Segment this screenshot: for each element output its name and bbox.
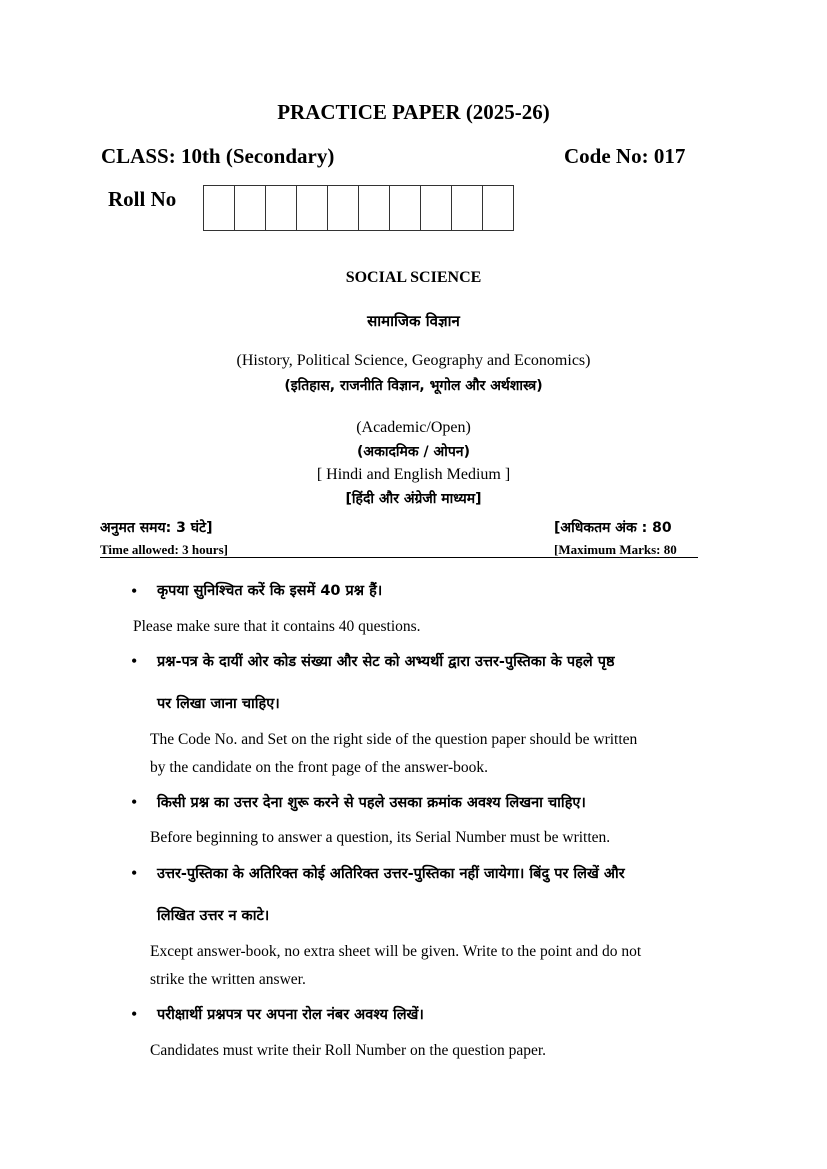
roll-no-box[interactable]	[265, 185, 297, 231]
paper-title: PRACTICE PAPER (2025-26)	[277, 100, 550, 124]
instruction-5-hindi: परीक्षार्थी प्रश्नपत्र पर अपना रोल नंबर अवश्य लिखें।	[157, 1007, 424, 1023]
max-marks-hindi: [अधिकतम अंक : 80	[554, 520, 672, 536]
roll-no-box[interactable]	[327, 185, 359, 231]
class-label: CLASS: 10th (Secondary)	[101, 144, 335, 168]
bullet: •	[131, 792, 138, 812]
subject-name: SOCIAL SCIENCE	[345, 269, 482, 286]
bullet: •	[131, 863, 138, 883]
roll-no-boxes[interactable]	[203, 185, 514, 231]
medium-hindi: [हिंदी और अंग्रेजी माध्यम]	[345, 491, 482, 507]
max-marks: [Maximum Marks: 80	[554, 542, 677, 557]
instruction-4-hindi-line-2: लिखित उत्तर न काटे।	[157, 908, 270, 924]
instruction-4-line-2: strike the written answer.	[150, 971, 306, 988]
roll-no-label: Roll No	[108, 187, 177, 211]
instruction-3-hindi: किसी प्रश्न का उत्तर देना शुरू करने से पहले उसका क्रमांक अवश्य लिखना चाहिए।	[157, 795, 586, 811]
roll-no-box[interactable]	[451, 185, 483, 231]
instruction-2-hindi-line-2: पर लिखा जाना चाहिए।	[157, 696, 280, 712]
subject-parts-hindi: (इतिहास, राजनीति विज्ञान, भूगोल और अर्थशास्त्र)	[284, 378, 543, 394]
subject-name-hindi: सामाजिक विज्ञान	[367, 312, 460, 330]
roll-no-box[interactable]	[296, 185, 328, 231]
time-allowed: Time allowed: 3 hours]	[100, 542, 228, 557]
bullet: •	[131, 651, 138, 671]
roll-no-box[interactable]	[234, 185, 266, 231]
instruction-2-line-2: by the candidate on the front page of the answer-book.	[150, 759, 488, 776]
subject-parts: (History, Political Science, Geography and Economics)	[236, 352, 591, 369]
instruction-4-hindi-line-1: उत्तर-पुस्तिका के अतिरिक्त कोई अतिरिक्त उत्तर-पुस्तिका नहीं जायेगा। बिंदु पर लिखें और	[157, 866, 625, 882]
roll-no-box[interactable]	[482, 185, 514, 231]
time-allowed-hindi: अनुमत समय: 3 घंटे]	[100, 520, 213, 536]
mode-hindi: (अकादमिक / ओपन)	[357, 444, 470, 460]
bullet: •	[131, 581, 138, 601]
roll-no-box[interactable]	[358, 185, 390, 231]
code-number: Code No: 017	[564, 144, 686, 168]
roll-no-box[interactable]	[420, 185, 452, 231]
instruction-1-hindi: कृपया सुनिश्चित करें कि इसमें 40 प्रश्न हैं।	[157, 583, 383, 599]
instruction-4-line-1: Except answer-book, no extra sheet will be given. Write to the point and do not	[150, 943, 642, 960]
roll-no-box[interactable]	[389, 185, 421, 231]
instruction-1: Please make sure that it contains 40 questions.	[133, 618, 421, 635]
bullet: •	[131, 1004, 138, 1024]
instruction-2-line-1: The Code No. and Set on the right side of the question paper should be written	[150, 731, 638, 748]
instruction-3: Before beginning to answer a question, its Serial Number must be written.	[150, 829, 611, 846]
instruction-2-hindi-line-1: प्रश्न-पत्र के दायीं ओर कोड संख्या और सेट को अभ्यर्थी द्वारा उत्तर-पुस्तिका के पहले पृष्ठ	[157, 654, 615, 670]
instruction-5: Candidates must write their Roll Number on the question paper.	[150, 1042, 547, 1059]
roll-no-box[interactable]	[203, 185, 235, 231]
mode: (Academic/Open)	[356, 419, 471, 436]
header-divider	[100, 557, 698, 558]
medium: [ Hindi and English Medium ]	[316, 466, 511, 483]
